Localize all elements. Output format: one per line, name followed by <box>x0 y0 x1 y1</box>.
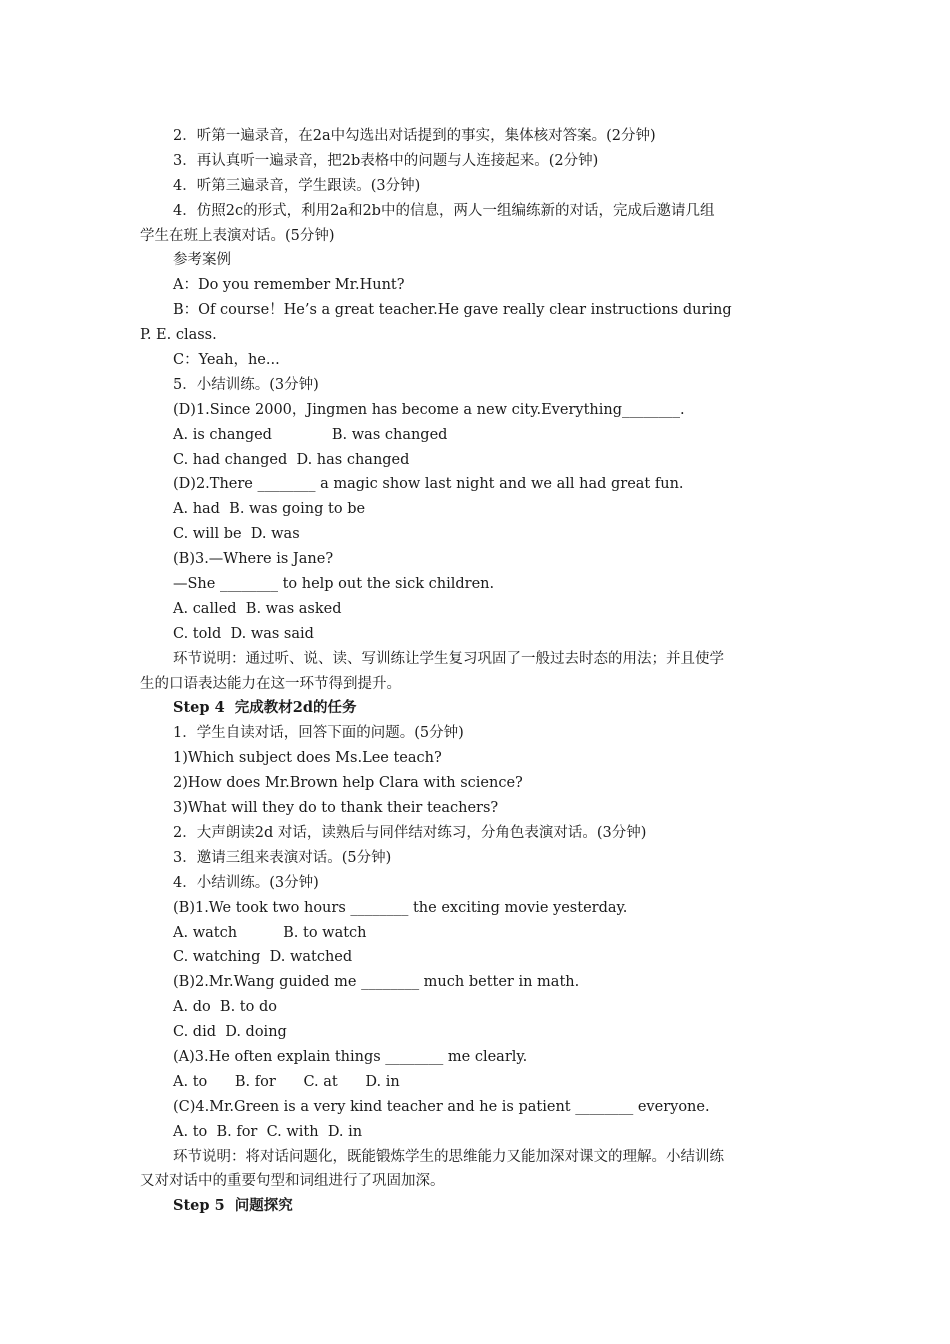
text-line: —She ________ to help out the sick children. <box>173 576 495 593</box>
text-line: (C)4.Mr.Green is a very kind teacher and he is patient ________ everyone. <box>173 1098 710 1115</box>
text-line: C. told D. was said <box>173 625 314 642</box>
text-line: 3)What will they do to thank their teachers? <box>173 800 499 817</box>
text-line: 4．小结训练。(3分钟) <box>173 874 319 891</box>
text-line: (D)2.There ________ a magic show last night and we all had great fun. <box>173 476 684 493</box>
text-line: A. to B. for C. with D. in <box>173 1123 363 1140</box>
text-line: C. had changed D. has changed <box>173 451 410 468</box>
text-line: 2)How does Mr.Brown help Clara with science? <box>173 775 523 792</box>
text-line: 4．仿照2c的形式，利用2a和2b中的信息，两人一组编练新的对话，完成后邀请几组 <box>173 202 715 219</box>
text-line: 3．再认真听一遍录音，把2b表格中的问题与人连接起来。(2分钟) <box>173 152 599 169</box>
text-line: 2．听第一遍录音，在2a中勾选出对话提到的事实，集体核对答案。(2分钟) <box>173 128 656 144</box>
text-line: P. E. class. <box>140 327 217 344</box>
text-line: (A)3.He often explain things ________ me clearly. <box>173 1048 528 1065</box>
text-line: C. watching D. watched <box>173 949 353 966</box>
text-line: 学生在班上表演对话。(5分钟) <box>140 227 335 244</box>
text-line: 环节说明：通过听、说、读、写训练让学生复习巩固了一般过去时态的用法；并且使学 <box>173 650 724 667</box>
text-line: C：Yeah，he... <box>173 352 280 369</box>
text-line: A. do B. to do <box>173 999 277 1016</box>
text-line: A. to B. for C. at D. in <box>173 1073 400 1090</box>
text-line: B：Of course！He’s a great teacher.He gave really clear instructions during <box>173 302 732 319</box>
text-line: 2．大声朗读2d 对话，读熟后与同伴结对练习，分角色表演对话。(3分钟) <box>173 824 647 841</box>
text-line: A. had B. was going to be <box>173 501 366 518</box>
text-line: A. watch B. to watch <box>173 924 367 941</box>
text-line: C. will be D. was <box>173 526 300 543</box>
text-line: 1)Which subject does Ms.Lee teach? <box>173 750 442 767</box>
text-line: 3．邀请三组来表演对话。(5分钟) <box>173 849 392 866</box>
text-line: 生的口语表达能力在这一环节得到提升。 <box>140 675 401 692</box>
text-line: 又对对话中的重要句型和词组进行了巩固加深。 <box>140 1173 445 1190</box>
text-line: C. did D. doing <box>173 1024 287 1041</box>
text-line: (B)2.Mr.Wang guided me ________ much better in math. <box>173 974 580 991</box>
text-line: 1．学生自读对话，回答下面的问题。(5分钟) <box>173 725 464 742</box>
text-line: (D)1.Since 2000，Jingmen has become a new city.Everything________. <box>173 401 685 418</box>
text-line: (B)1.We took two hours ________ the exciting movie yesterday. <box>173 899 628 916</box>
text-line: 5．小结训练。(3分钟) <box>173 376 319 393</box>
text-line: A：Do you remember Mr.Hunt? <box>173 277 405 294</box>
document-page <box>140 124 815 1219</box>
text-line: A. called B. was asked <box>173 600 342 617</box>
text-line: 环节说明：将对话问题化，既能锻炼学生的思维能力又能加深对课文的理解。小结训练 <box>173 1148 724 1165</box>
text-line: (B)3.—Where is Jane? <box>173 551 334 568</box>
section-heading: Step 5 问题探究 <box>173 1197 293 1215</box>
text-line: 参考案例 <box>173 252 231 269</box>
section-heading: Step 4 完成教材2d的任务 <box>173 699 357 717</box>
text-line: A. is changed B. was changed <box>173 426 448 443</box>
text-line: 4．听第三遍录音，学生跟读。(3分钟) <box>173 177 421 194</box>
